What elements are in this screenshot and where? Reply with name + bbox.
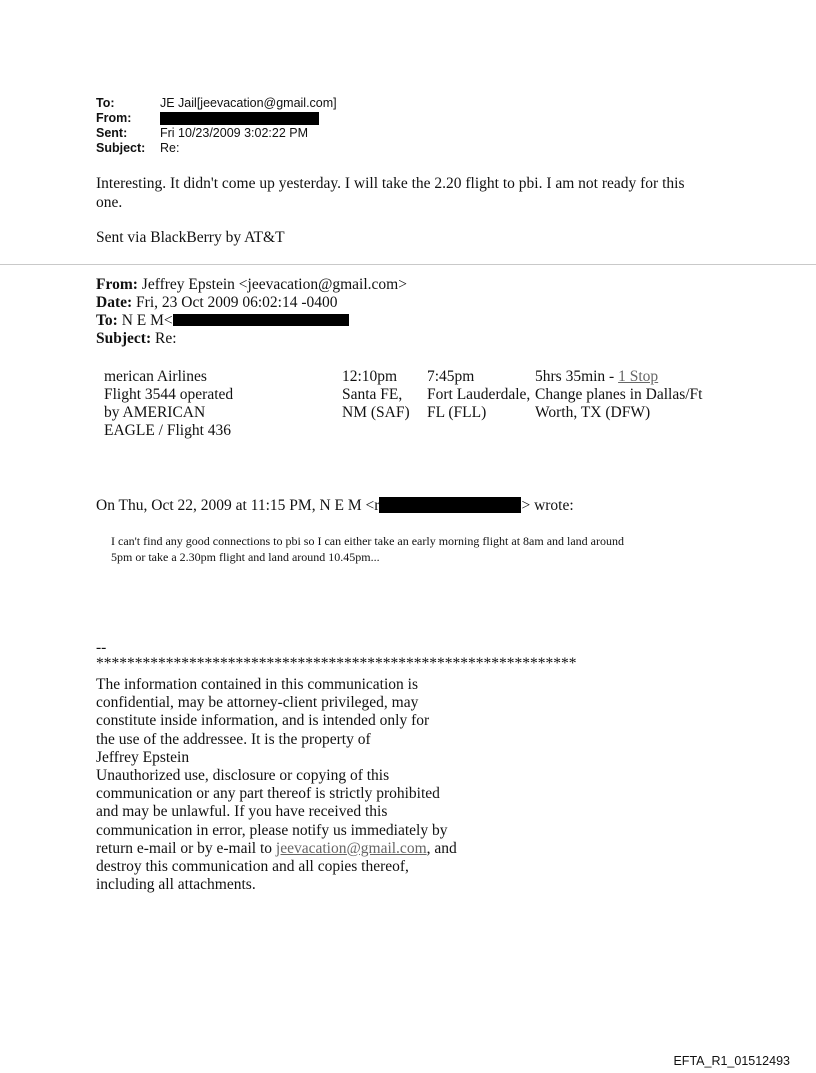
document-id: EFTA_R1_01512493 — [673, 1054, 790, 1068]
quoted-body — [111, 533, 711, 565]
subject-label: Subject: — [96, 330, 152, 347]
disclaimer-line: constitute inside information, and is intended only for — [96, 712, 430, 730]
disclaimer-line — [96, 840, 457, 858]
arrive-place-line: FL (FLL) — [427, 404, 487, 421]
signature-dash: -- — [96, 639, 107, 656]
disclaimer-line: Unauthorized use, disclosure or copying of this — [96, 766, 390, 784]
date-label: Date: — [96, 294, 133, 311]
duration-line — [535, 368, 702, 386]
disclaimer-line: communication in error, please notify us immediately by — [96, 821, 448, 839]
disclaimer-line: The information contained in this communication is — [96, 676, 418, 693]
from-value: Jeffrey Epstein <jeevacation@gmail.com> — [141, 276, 407, 293]
message-line: one. — [96, 194, 123, 211]
email-header — [96, 96, 337, 156]
to-row — [96, 312, 407, 330]
return-suffix: , and — [426, 839, 457, 857]
subject-row — [96, 330, 407, 348]
duration-column — [535, 368, 702, 422]
to-value: JE Jail[jeevacation@gmail.com] — [160, 96, 337, 110]
depart-time: 12:10pm — [342, 368, 398, 385]
quote-intro-suffix: > wrote: — [521, 497, 574, 514]
connection-line: Worth, TX (DFW) — [535, 404, 651, 421]
redaction-bar — [173, 314, 349, 326]
subject-label: Subject: — [96, 141, 146, 155]
disclaimer-line: Jeffrey Epstein — [96, 748, 190, 766]
duration: 5hrs 35min - — [535, 368, 619, 385]
sent-row — [96, 126, 337, 141]
airline-line: merican Airlines — [104, 368, 207, 385]
separator-line — [0, 264, 816, 265]
quote-intro-prefix: On Thu, Oct 22, 2009 at 11:15 PM, N E M < — [96, 497, 375, 514]
airline-line: Flight 3544 operated — [104, 386, 234, 403]
to-value: N E M< — [121, 312, 173, 329]
subject-row — [96, 141, 337, 156]
quoted-line: I can't find any good connections to pbi so I can either take an early morning flight at 8am and land around — [111, 534, 625, 548]
sent-value: Fri 10/23/2009 3:02:22 PM — [160, 126, 309, 140]
airline-line: by AMERICAN — [104, 404, 206, 421]
from-label: From: — [96, 111, 132, 125]
email-link[interactable]: jeevacation@gmail.com — [275, 839, 427, 857]
arrive-column — [427, 368, 530, 422]
to-row — [96, 96, 337, 111]
quote-intro — [96, 496, 574, 515]
airline-column — [104, 368, 233, 440]
from-label: From: — [96, 276, 138, 293]
from-row — [96, 111, 337, 126]
depart-column — [342, 368, 410, 422]
to-label: To: — [96, 96, 115, 110]
arrive-place-line: Fort Lauderdale, — [427, 386, 531, 403]
return-prefix: return e-mail or by e-mail to — [96, 839, 276, 857]
disclaimer — [96, 676, 457, 894]
disclaimer-line: and may be unlawful. If you have received this — [96, 803, 388, 821]
signature: Sent via BlackBerry by AT&T — [96, 229, 285, 246]
date-value: Fri, 23 Oct 2009 06:02:14 -0400 — [136, 294, 338, 311]
disclaimer-line: the use of the addressee. It is the property of — [96, 730, 371, 748]
redaction-bar — [160, 112, 319, 125]
disclaimer-line: destroy this communication and all copies thereof, — [96, 857, 409, 875]
subject-value: Re: — [160, 141, 180, 155]
redaction-bar — [379, 497, 521, 513]
depart-place-line: NM (SAF) — [342, 404, 410, 421]
depart-place-line: Santa FE, — [342, 386, 403, 403]
forwarded-header — [96, 276, 407, 348]
connection-line: Change planes in Dallas/Ft — [535, 386, 703, 403]
message-line: Interesting. It didn't come up yesterday. I will take the 2.20 flight to pbi. I am not ready for this — [96, 175, 685, 192]
disclaimer-line: including all attachments. — [96, 876, 256, 894]
stops-link[interactable]: 1 Stop — [618, 368, 659, 385]
subject-value: Re: — [154, 330, 177, 347]
disclaimer-line: confidential, may be attorney-client privileged, may — [96, 694, 419, 712]
from-row — [96, 276, 407, 294]
quoted-line: 5pm or take a 2.30pm flight and land around 10.45pm... — [111, 550, 380, 564]
disclaimer-line: communication or any part thereof is strictly prohibited — [96, 785, 440, 803]
asterisk-divider: ************************************************************** — [96, 655, 577, 672]
date-row — [96, 294, 407, 312]
to-label: To: — [96, 312, 118, 329]
sent-label: Sent: — [96, 126, 128, 140]
airline-line: EAGLE / Flight 436 — [104, 422, 232, 439]
quote-intro-partial: r — [374, 497, 380, 514]
arrive-time: 7:45pm — [427, 368, 475, 385]
message-body — [96, 174, 736, 212]
